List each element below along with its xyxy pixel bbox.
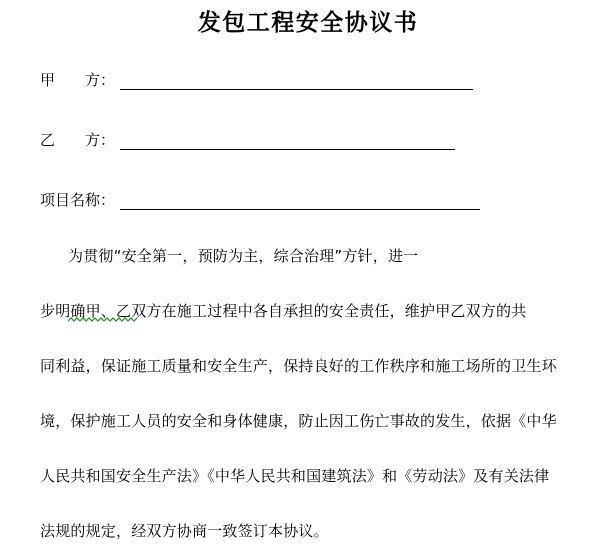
form-field-rule-project-name[interactable] <box>120 209 480 210</box>
form-field-label: 甲 方： <box>40 71 116 89</box>
form-field-party-a[interactable] <box>40 68 115 92</box>
page-title: 发包工程安全协议书 <box>197 10 419 36</box>
body-text-line: 境，保护施工人员的安全和身体健康，防止因工伤亡事故的发生，依据《中华 <box>40 412 557 430</box>
body-text-line: 为贯彻“安全第一，预防为主，综合治理”方针，进一 <box>68 247 419 265</box>
form-field-rule-party-b[interactable] <box>120 149 455 150</box>
body-text-line: 步明确甲、乙双方在施工过程中各自承担的安全责任，维护甲乙双方的共 <box>40 302 527 320</box>
grammar-squiggle-underline <box>68 317 137 322</box>
body-text-line: 法规的规定，经双方协商一致签订本协议。 <box>40 522 329 540</box>
form-field-party-b[interactable] <box>40 128 115 152</box>
body-text-line: 人民共和国安全生产法》《中华人民共和国建筑法》和《劳动法》及有关法律 <box>40 467 550 485</box>
form-field-label: 乙 方： <box>40 131 116 149</box>
body-text-line: 同利益，保证施工质量和安全生产，保持良好的工作秩序和施工场所的卫生环 <box>40 357 557 375</box>
form-field-label: 项目名称： <box>40 191 116 209</box>
form-field-project-name[interactable] <box>40 188 115 212</box>
form-field-rule-party-a[interactable] <box>120 89 473 90</box>
